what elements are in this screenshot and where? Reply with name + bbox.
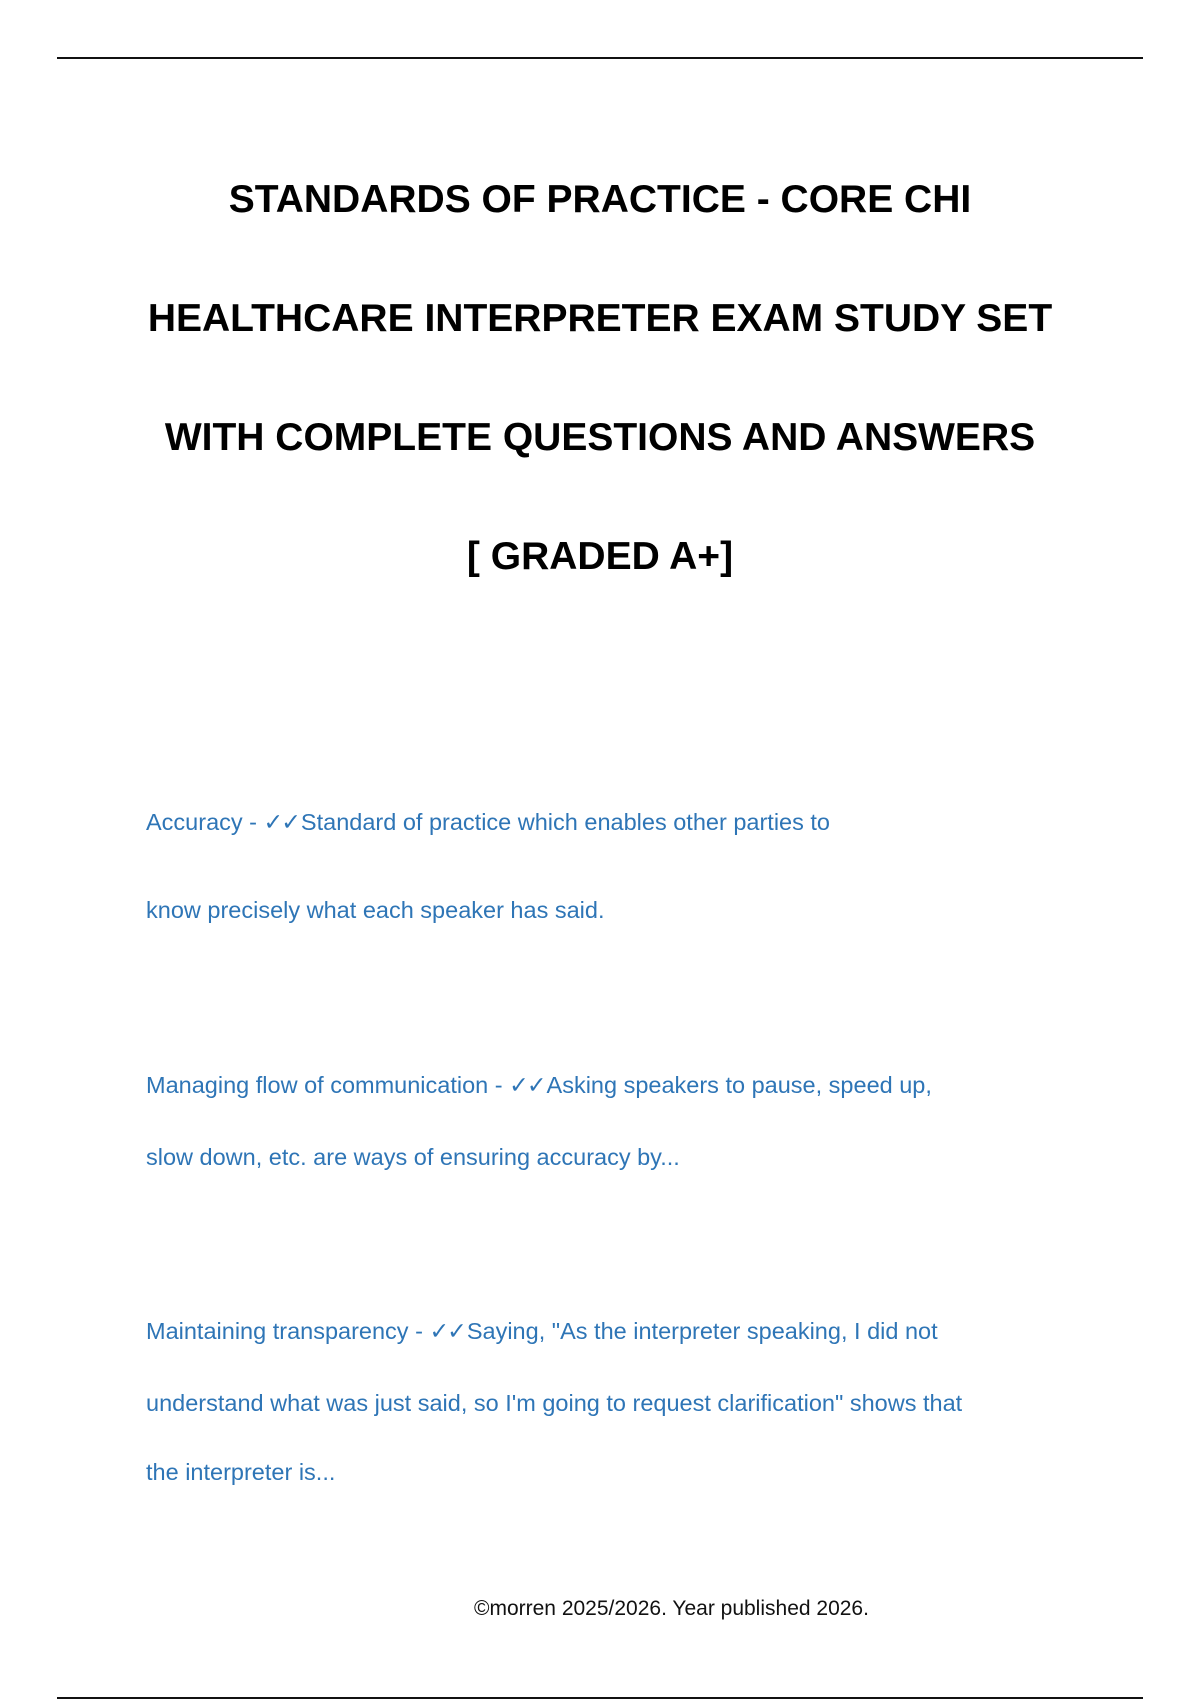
qa-separator: -: [488, 1072, 510, 1098]
title-line-4: [ GRADED A+]: [466, 535, 734, 578]
qa-line: [146, 1071, 932, 1099]
qa-line: [146, 1459, 335, 1486]
qa-line: [146, 808, 830, 836]
qa-line: [146, 1144, 680, 1171]
qa-answer-text: the interpreter is...: [146, 1459, 336, 1485]
qa-answer-text: Standard of practice which enables other parties to: [300, 809, 830, 835]
qa-answer-text: know precisely what each speaker has said.: [146, 897, 605, 923]
title-line-2: HEALTHCARE INTERPRETER EXAM STUDY SET: [147, 297, 1053, 340]
qa-separator: -: [242, 809, 264, 835]
qa-answer-text: understand what was just said, so I'm going to request clarification" shows that: [146, 1390, 963, 1416]
qa-separator: -: [408, 1318, 430, 1344]
title-line-3: WITH COMPLETE QUESTIONS AND ANSWERS: [164, 416, 1036, 459]
qa-answer-text: slow down, etc. are ways of ensuring accuracy by...: [146, 1144, 680, 1170]
check-mark-icon: ✓✓: [509, 1072, 545, 1098]
qa-line: [146, 897, 605, 924]
top-rule: [57, 57, 1143, 59]
qa-term: Managing flow of communication: [146, 1072, 489, 1098]
copyright-footer: ©morren 2025/2026. Year published 2026.: [474, 1597, 869, 1620]
qa-answer-text: Asking speakers to pause, speed up,: [546, 1072, 932, 1098]
check-mark-icon: ✓✓: [263, 809, 299, 835]
qa-line: [146, 1317, 938, 1345]
qa-term: Accuracy: [146, 809, 243, 835]
document-title: [60, 140, 1140, 616]
check-mark-icon: ✓✓: [429, 1318, 465, 1344]
qa-line: [146, 1390, 962, 1417]
bottom-rule: [57, 1697, 1143, 1699]
qa-answer-text: Saying, "As the interpreter speaking, I did not: [466, 1318, 938, 1344]
title-line-1: STANDARDS OF PRACTICE - CORE CHI: [228, 178, 972, 221]
qa-term: Maintaining transparency: [146, 1318, 409, 1344]
